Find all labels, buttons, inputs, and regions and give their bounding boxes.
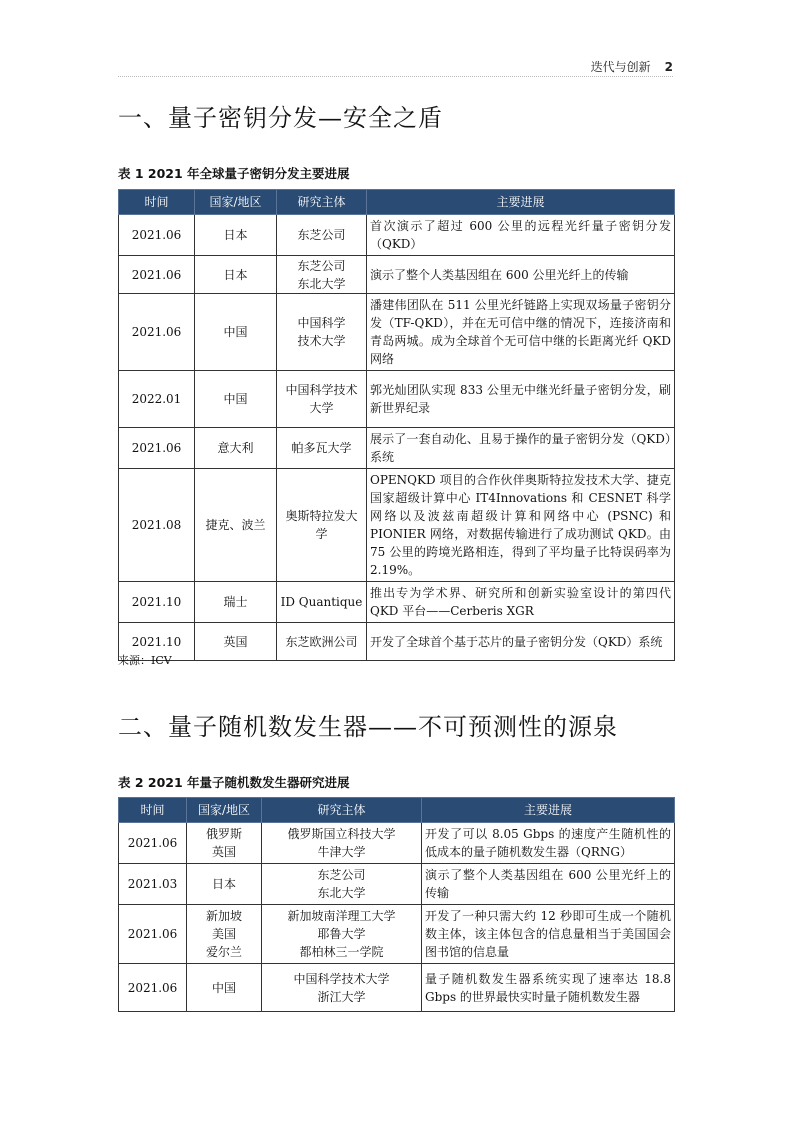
- region-line: 中国: [223, 325, 248, 339]
- entity-line: 耶鲁大学: [317, 927, 366, 941]
- time-cell: 2021.06: [119, 964, 187, 1012]
- entity-line: 帕多瓦大学: [291, 441, 352, 455]
- column-header: 国家/地区: [195, 190, 277, 215]
- entity-line: 浙江大学: [317, 989, 366, 1004]
- table2-caption: 表 2 2021 年量子随机数发生器研究进展: [118, 775, 350, 790]
- time-cell: 2021.10: [119, 623, 195, 661]
- progress-cell: 演示了整个人类基因组在 600 公里光纤上的传输: [422, 864, 675, 905]
- entity-cell: [262, 964, 422, 1012]
- table1-header-row: [119, 190, 675, 215]
- region-line: 美国: [211, 927, 236, 941]
- table-row: [119, 823, 675, 864]
- region-line: 瑞士: [223, 595, 248, 609]
- entity-line: 都柏林三一学院: [299, 945, 384, 959]
- entity-line: 大学: [309, 401, 334, 415]
- progress-cell: 演示了整个人类基因组在 600 公里光纤上的传输: [367, 256, 675, 294]
- header-title: 迭代与创新: [590, 60, 651, 74]
- time-cell: 2021.06: [119, 294, 195, 371]
- column-header: 时间: [119, 190, 195, 215]
- entity-line: 中国科学技术大学: [293, 971, 390, 986]
- region-line: 日本: [223, 228, 248, 242]
- progress-cell: 郭光灿团队实现 833 公里无中继光纤量子密钥分发，刷新世界纪录: [367, 371, 675, 428]
- region-line: 日本: [223, 267, 248, 282]
- entity-cell: [262, 864, 422, 905]
- entity-line: 中国科学: [297, 316, 346, 330]
- column-header: 国家/地区: [187, 798, 262, 823]
- entity-line: 东芝公司: [297, 258, 346, 273]
- time-cell: 2021.06: [119, 823, 187, 864]
- entity-cell: [277, 371, 367, 428]
- entity-line: 中国科学技术: [285, 383, 358, 397]
- time-cell: 2021.08: [119, 469, 195, 582]
- region-cell: [195, 428, 277, 469]
- column-header: 主要进展: [367, 190, 675, 215]
- entity-line: 东芝公司: [317, 868, 366, 882]
- table-row: [119, 371, 675, 428]
- progress-cell: 推出专为学术界、研究所和创新实验室设计的第四代 QKD 平台——Cerberis XGR: [367, 582, 675, 623]
- entity-cell: [277, 582, 367, 623]
- region-cell: [187, 905, 262, 964]
- table-row: [119, 964, 675, 1012]
- time-cell: 2021.06: [119, 428, 195, 469]
- region-line: 日本: [211, 877, 236, 891]
- progress-cell: 开发了全球首个基于芯片的量子密钥分发（QKD）系统: [367, 623, 675, 661]
- table2-header-row: [119, 798, 675, 823]
- region-cell: [195, 294, 277, 371]
- region-line: 爱尔兰: [205, 945, 242, 959]
- progress-cell: 开发了一种只需大约 12 秒即可生成一个随机数主体，该主体包含的信息量相当于美国国会图书馆的信息量: [422, 905, 675, 964]
- table1-source: 来源：ICV: [118, 654, 172, 667]
- region-line: 俄罗斯: [205, 827, 242, 841]
- time-cell: 2021.06: [119, 256, 195, 294]
- region-cell: [195, 582, 277, 623]
- progress-cell: OPENQKD 项目的合作伙伴奥斯特拉发技术大学、捷克国家超级计算中心 IT4Innovations 和 CESNET 科学网络以及波兹南超级计算和网络中心 (PSNC) 和 PIONIER 网络，对数据传输进行了成功测试 QKD。由 75 公里的跨境光路相连，得到了平均量子比特误码率为 2.19%。: [367, 469, 675, 582]
- progress-cell: 展示了一套自动化、且易于操作的量子密钥分发（QKD）系统: [367, 428, 675, 469]
- region-line: 英国: [211, 845, 236, 859]
- entity-cell: [277, 256, 367, 294]
- table2: [118, 797, 675, 1012]
- table-row: [119, 294, 675, 371]
- section2-heading: 二、量子随机数发生器——不可预测性的源泉: [118, 713, 618, 741]
- entity-line: 东芝公司: [297, 228, 346, 242]
- entity-line: 学: [315, 527, 328, 541]
- progress-cell: 首次演示了超过 600 公里的远程光纤量子密钥分发（QKD）: [367, 215, 675, 256]
- entity-line: 新加坡南洋理工大学: [287, 909, 396, 923]
- page-number: 2: [664, 60, 673, 74]
- entity-line: 技术大学: [297, 334, 346, 348]
- region-line: 捷克、波兰: [205, 518, 266, 532]
- entity-cell: [277, 294, 367, 371]
- entity-line: 东北大学: [297, 276, 346, 291]
- time-cell: 2021.06: [119, 905, 187, 964]
- progress-cell: 开发了可以 8.05 Gbps 的速度产生随机性的低成本的量子随机数发生器（QRNG）: [422, 823, 675, 864]
- column-header: 研究主体: [277, 190, 367, 215]
- section1-heading: 一、量子密钥分发—安全之盾: [118, 104, 443, 132]
- region-cell: [187, 823, 262, 864]
- region-line: 意大利: [217, 441, 254, 455]
- region-cell: [195, 256, 277, 294]
- entity-line: 东芝欧洲公司: [285, 634, 358, 649]
- region-line: 英国: [223, 634, 248, 649]
- entity-cell: [277, 215, 367, 256]
- entity-line: 牛津大学: [317, 845, 366, 859]
- progress-cell: 潘建伟团队在 511 公里光纤链路上实现双场量子密钥分发（TF-QKD），并在无可信中继的情况下，连接济南和青岛两城。成为全球首个无可信中继的长距离光纤 QKD 网络: [367, 294, 675, 371]
- region-cell: [195, 371, 277, 428]
- region-line: 中国: [211, 980, 236, 995]
- time-cell: 2022.01: [119, 371, 195, 428]
- table-row: [119, 469, 675, 582]
- region-cell: [195, 469, 277, 582]
- table1-caption: 表 1 2021 年全球量子密钥分发主要进展: [118, 166, 350, 181]
- entity-line: 俄罗斯国立科技大学: [287, 827, 396, 841]
- time-cell: 2021.03: [119, 864, 187, 905]
- entity-cell: [277, 623, 367, 661]
- table-row: [119, 582, 675, 623]
- entity-line: 奥斯特拉发大: [285, 509, 358, 523]
- table1: [118, 189, 675, 661]
- region-cell: [195, 215, 277, 256]
- entity-line: 东北大学: [317, 886, 366, 900]
- entity-cell: [262, 823, 422, 864]
- table-row: [119, 215, 675, 256]
- table-row: [119, 428, 675, 469]
- table-row: [119, 905, 675, 964]
- region-line: 新加坡: [205, 909, 242, 923]
- progress-cell: 量子随机数发生器系统实现了速率达 18.8 Gbps 的世界最快实时量子随机数发生器: [422, 964, 675, 1012]
- entity-cell: [277, 469, 367, 582]
- column-header: 研究主体: [262, 798, 422, 823]
- column-header: 时间: [119, 798, 187, 823]
- region-cell: [187, 964, 262, 1012]
- table-row: [119, 864, 675, 905]
- time-cell: 2021.06: [119, 215, 195, 256]
- table-row: [119, 623, 675, 661]
- header-text: [591, 58, 673, 75]
- region-cell: [187, 864, 262, 905]
- entity-cell: [277, 428, 367, 469]
- entity-cell: [262, 905, 422, 964]
- column-header: 主要进展: [422, 798, 675, 823]
- entity-line: ID Quantique: [280, 595, 363, 609]
- region-cell: [195, 623, 277, 661]
- region-line: 中国: [223, 392, 248, 406]
- page-header: [118, 58, 673, 77]
- table-row: [119, 256, 675, 294]
- time-cell: 2021.10: [119, 582, 195, 623]
